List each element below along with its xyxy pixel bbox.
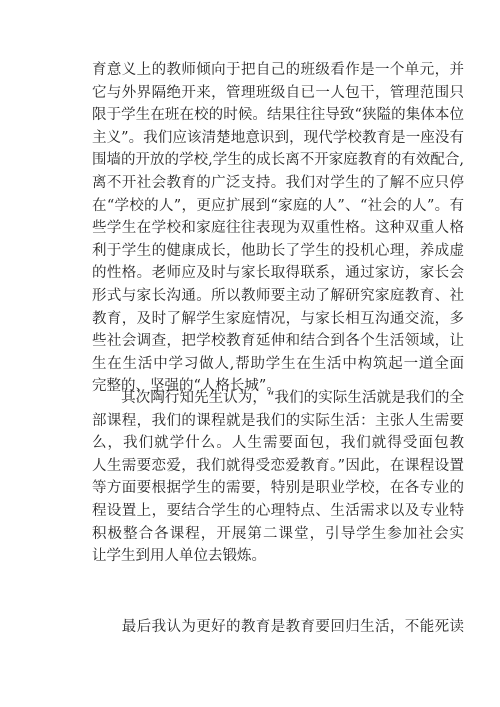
text-line: 积极整合各课程，开展第二课堂，引导学生参加社会实 [92,525,464,542]
text-line: 程设置上，要结合学生的心理特点、生活需求以及专业特 [92,502,464,519]
text-line: 等方面要根据学生的需要，特别是职业学校，在各专业的 [92,480,464,497]
text-line: 让学生到用人单位去锻炼。 [92,548,266,565]
text-line: 利于学生的健康成长，他助长了学生的投机心理，养成虚 [92,242,464,259]
text-line: 在“学校的人”，更应扩展到“家庭的人”、“社会的人”。有 [92,197,464,214]
text-line: 么，我们就学什么。人生需要面包，我们就得受面包教 [92,435,464,452]
paragraph-conclusion [92,616,464,639]
paragraph-home-school [92,59,464,398]
text-line: 些社会调查，把学校教育延伸和结合到各个生活领域，让 [92,333,464,350]
text-line: 围墙的开放的学校,学生的成长离不开家庭教育的有效配合, [92,152,464,169]
text-line: 主义”。我们应该清楚地意识到，现代学校教育是一座没有 [92,129,464,146]
text-line: 的性格。老师应及时与家长取得联系，通过家访，家长会 [92,265,464,282]
text-line: 最后我认为更好的教育是教育要回归生活，不能死读 [121,619,464,635]
text-line: 些学生在学校和家庭往往表现为双重性格。这种双重人格 [92,220,464,237]
text-line: 它与外界隔绝开来，管理班级自已一人包干，管理范围只 [92,84,464,101]
text-line: 形式与家长沟通。所以教师要主动了解研究家庭教育、社 [92,287,464,304]
text-line: 限于学生在班在校的时候。结果往往导致“狭隘的集体本位 [92,107,464,124]
text-line: 其次陶行知先生认为，“我们的实际生活就是我们的全 [92,390,464,406]
text-line: 生在生活中学习做人,帮助学生在生活中构筑起一道全面 [92,355,464,372]
text-line: 育意义上的教师倾向于把自己的班级看作是一个单元，并 [92,62,464,78]
text-line: 人生需要恋爱，我们就得受恋爱教育。”因此，在课程设置 [92,457,464,474]
text-line: 离不开社会教育的广泛支持。我们对学生的了解不应只停 [92,174,464,191]
paragraph-tao-xingzhi [92,387,464,568]
text-line: 部课程，我们的课程就是我们的实际生活：主张人生需要 [92,412,464,429]
text-line: 完整的、坚强的“人格长城”。 [92,378,281,395]
text-line: 教育，及时了解学生家庭情况，与家长相互沟通交流，多 [92,310,464,327]
